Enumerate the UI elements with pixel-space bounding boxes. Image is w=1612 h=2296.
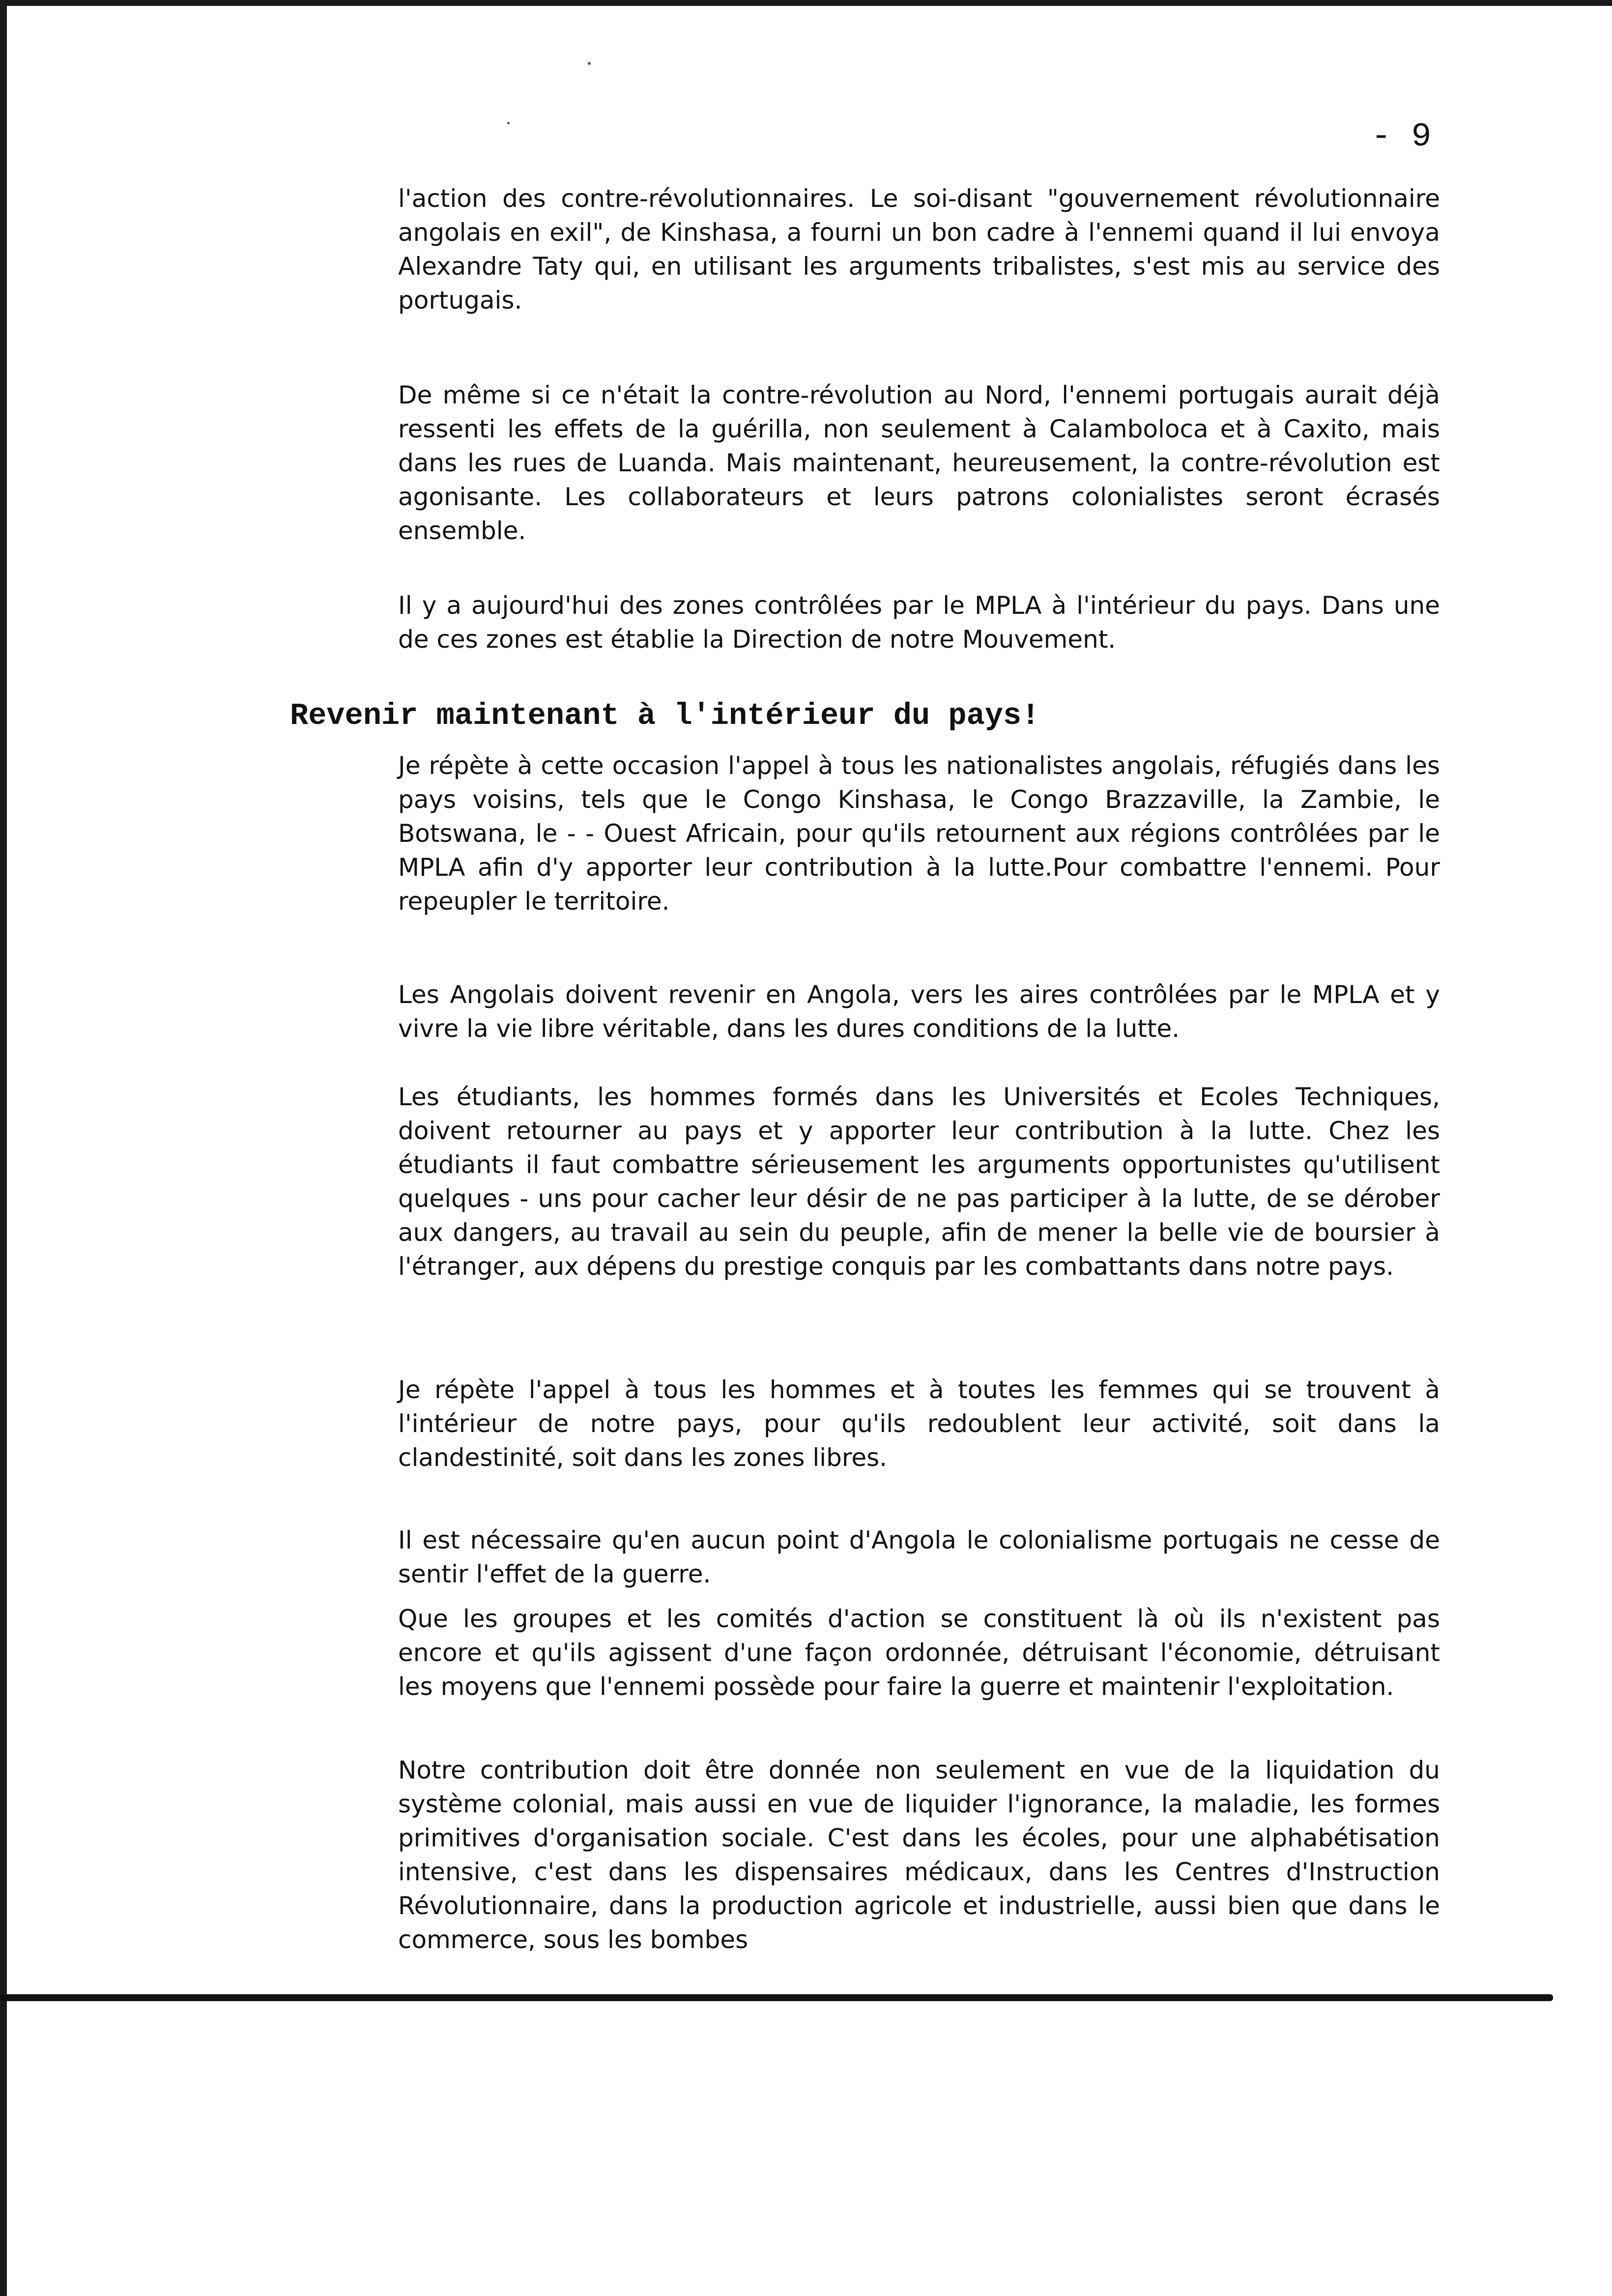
paragraph-contribution: Notre contribution doit être donnée non seulement en vue de la liquidation du système colonial, mais aussi en vue de liquider l'ignorance, la maladie, les formes primitives d'organisation sociale. C'est dans les écoles, pour une alphabétisation intensive, c'est dans les dispensaires médicaux, dans les Centres d'Instruction Révolutionnaire, dans la production agricole et industrielle, aussi bien que dans le commerce, sous les bombes — [398, 1756, 1440, 1954]
paragraph-contre-revolution-intro: l'action des contre-révolutionnaires. Le soi-disant "gouvernement révolutionnaire angolais en exil", de Kinshasa, a fourni un bon cadre à l'ennemi quand il lui envoya Alexandre Taty qui, en utilisant les arguments tribalistes, s'est mis au service des portugais. — [398, 184, 1440, 315]
scan-speck — [588, 62, 591, 65]
page-top-edge — [0, 0, 1612, 6]
paragraph-angolais-revenir: Les Angolais doivent revenir en Angola, vers les aires contrôlées par le MPLA et y vivre la vie libre véritable, dans les dures conditions de la lutte. — [398, 980, 1440, 1043]
paragraph-groupes-comites: Que les groupes et les comités d'action se constituent là où ils n'existent pas encore et qu'ils agissent d'une façon ordonnée, détruisant l'économie, détruisant les moyens que l'ennemi possède pour faire la guerre et maintenir l'exploitation. — [398, 1605, 1440, 1701]
scan-speck — [507, 122, 510, 124]
paragraph-etudiants: Les étudiants, les hommes formés dans les Universités et Ecoles Techniques, doivent retourner au pays et y apporter leur contribution à la lutte. Chez les étudiants il faut combattre sérieusement les arguments opportunistes qu'utilisent quelques - uns pour cacher leur désir de ne pas participer à la lutte, de se dérober aux dangers, au travail au sein du peuple, afin de mener la belle vie de boursier à l'étranger, aux dépens du prestige conquis par les combattants dans notre pays. — [398, 1083, 1440, 1281]
paragraph-appel-nationalistes: Je répète à cette occasion l'appel à tous les nationalistes angolais, réfugiés dans les pays voisins, tels que le Congo Kinshasa, le Congo Brazzaville, la Zambie, le Botswana, le - - Ouest Africain, pour qu'ils retournent aux régions contrôlées par le MPLA afin d'y apporter leur contribution à la lutte.Pour combattre l'ennemi. Pour repeupler le territoire. — [398, 751, 1440, 916]
paragraph-contre-revolution-nord: De même si ce n'était la contre-révolution au Nord, l'ennemi portugais aurait déjà ressenti les effets de la guérilla, non seulement à Calamboloca et à Caxito, mais dans les rues de Luanda. Mais maintenant, heureusement, la contre-révolution est agonisante. Les collaborateurs et leurs patrons colonialistes seront écrasés ensemble. — [398, 381, 1440, 545]
section-heading: Revenir maintenant à l'intérieur du pays! — [290, 698, 1040, 733]
paragraph-appel-interieur: Je répète l'appel à tous les hommes et à toutes les femmes qui se trouvent à l'intérieur de notre pays, pour qu'ils redoublent leur activité, soit dans la clandestinité, soit dans les zones libres. — [398, 1376, 1440, 1472]
paragraph-zones-controlees: Il y a aujourd'hui des zones contrôlées par le MPLA à l'intérieur du pays. Dans une de ces zones est établie la Direction de notre Mouvement. — [398, 591, 1440, 654]
page-left-edge — [0, 0, 7, 2296]
paragraph-colonialisme: Il est nécessaire qu'en aucun point d'Angola le colonialisme portugais ne cesse de sentir l'effet de la guerre. — [398, 1526, 1440, 1588]
page-number: - 9 — [1371, 118, 1432, 156]
bottom-rule — [0, 1994, 1553, 2001]
